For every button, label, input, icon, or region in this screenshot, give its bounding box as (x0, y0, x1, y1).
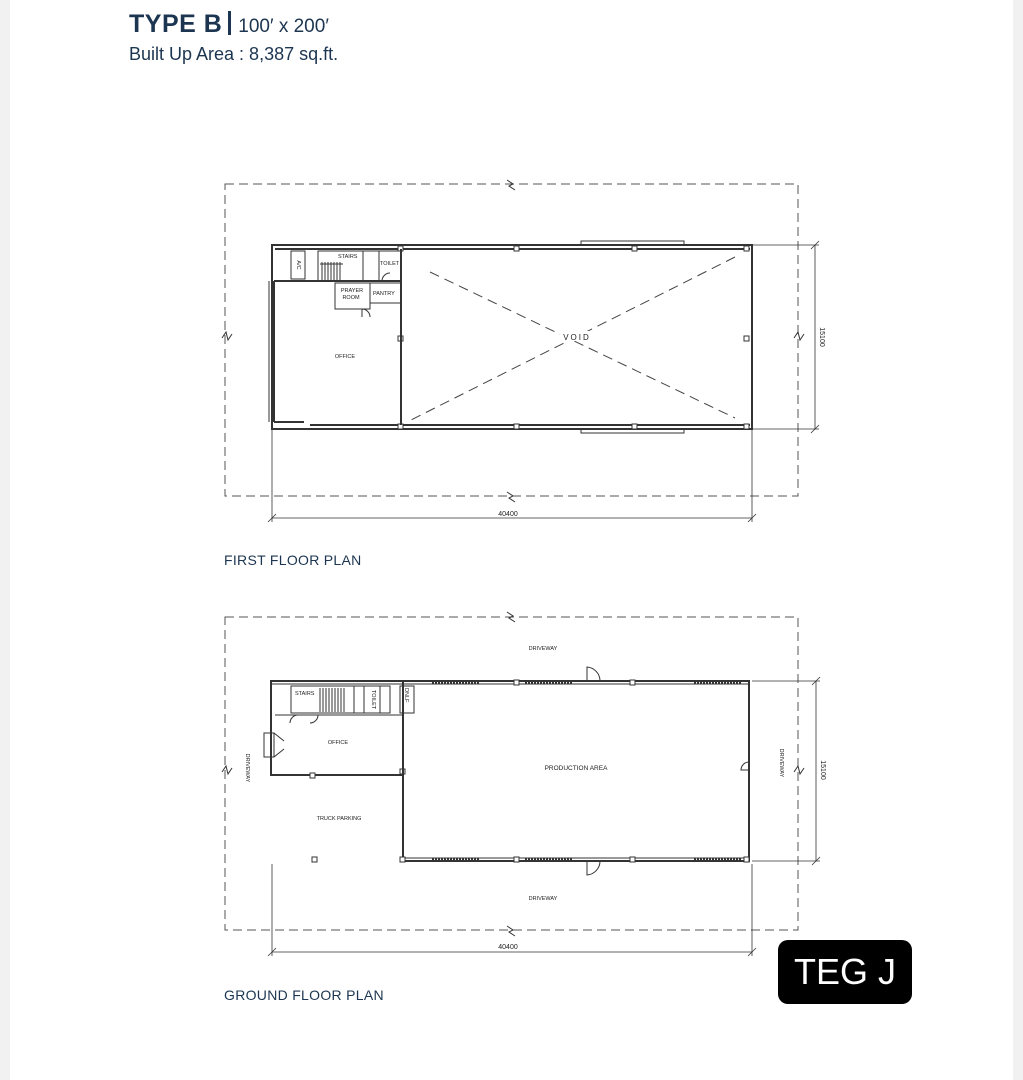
ground-floor-plan-title: GROUND FLOOR PLAN (224, 987, 384, 1003)
ground-floor-width-label: 40400 (498, 944, 518, 951)
first-floor-wc-cubicle (363, 251, 379, 281)
gf-boundary-break-left (222, 766, 232, 774)
first-floor-toilet-label: TOILET (380, 261, 400, 267)
ground-floor-stairs-label: STAIRS (295, 691, 315, 697)
first-floor-building-outline (272, 245, 752, 429)
prayer-room-door-swing (362, 309, 370, 317)
boundary-break-left (222, 332, 232, 340)
built-up-area: Built Up Area : 8,387 sq.ft. (129, 44, 339, 64)
ground-floor-plan (222, 612, 826, 956)
driveway-left-label: DRIVEWAY (244, 753, 250, 783)
lot-dimensions: 100′ x 200′ (238, 16, 329, 37)
bottom-entrance-door (587, 861, 600, 875)
void-diagonal-1 (430, 272, 735, 418)
prayer-room-label-line1: PRAYER (340, 288, 364, 294)
teg-j-badge (778, 940, 912, 1004)
ground-floor-depth-label: 15100 (819, 760, 826, 780)
gf-toilet-label: TOILET (370, 690, 376, 710)
gf-boundary-break-bottom (507, 926, 515, 936)
first-floor-depth-dimension (752, 241, 819, 433)
ground-floor-width-dimension (268, 864, 756, 956)
toilet-door-swing (382, 273, 390, 281)
stair-treads (320, 262, 343, 280)
gf-toilet-2 (380, 686, 390, 713)
gf-office-entrance-frame (264, 733, 274, 757)
first-floor-plan-title: FIRST FLOOR PLAN (224, 552, 362, 568)
production-area-label: PRODUCTION AREA (544, 765, 608, 772)
boundary-break-bottom (507, 492, 515, 502)
truck-parking-bollard (312, 857, 317, 862)
void-label: VOID (563, 333, 591, 342)
gf-stair-treads (320, 688, 344, 712)
driveway-top-label: DRIVEWAY (528, 646, 558, 652)
prayer-room-label-line2: ROOM (342, 295, 360, 301)
side-entrance-door (741, 762, 749, 770)
gf-dnlf-label: DNLF (403, 688, 409, 703)
gf-stair-door-swing (290, 715, 298, 723)
driveway-bottom-label: DRIVEWAY (528, 896, 558, 902)
first-floor-stairs-label: STAIRS (338, 254, 358, 260)
ac-label: A/C (295, 260, 301, 270)
gf-store (354, 686, 364, 713)
first-floor-plan (222, 180, 825, 522)
gf-office-entrance-doors (274, 733, 284, 757)
gf-wc-door-swing (310, 715, 318, 723)
top-entrance-door (587, 667, 600, 681)
type-label: TYPE B (129, 10, 223, 38)
gf-office-column (310, 773, 315, 778)
first-floor-depth-label: 15100 (818, 327, 825, 347)
gf-office-label: OFFICE (327, 740, 349, 746)
driveway-right-label: DRIVEWAY (778, 748, 784, 778)
ground-floor-depth-dimension (752, 677, 820, 865)
boundary-break-right (794, 332, 804, 340)
boundary-break-top (507, 180, 515, 190)
gf-boundary-break-right (794, 766, 804, 774)
truck-parking-label: TRUCK PARKING (316, 816, 362, 822)
pantry-label: PANTRY (373, 291, 395, 297)
badge-label: TEG J (793, 951, 896, 992)
first-floor-office-label: OFFICE (334, 354, 356, 360)
first-floor-lot-boundary (225, 184, 798, 496)
first-floor-width-label: 40400 (498, 511, 518, 518)
first-floor-width-dimension (268, 430, 756, 522)
